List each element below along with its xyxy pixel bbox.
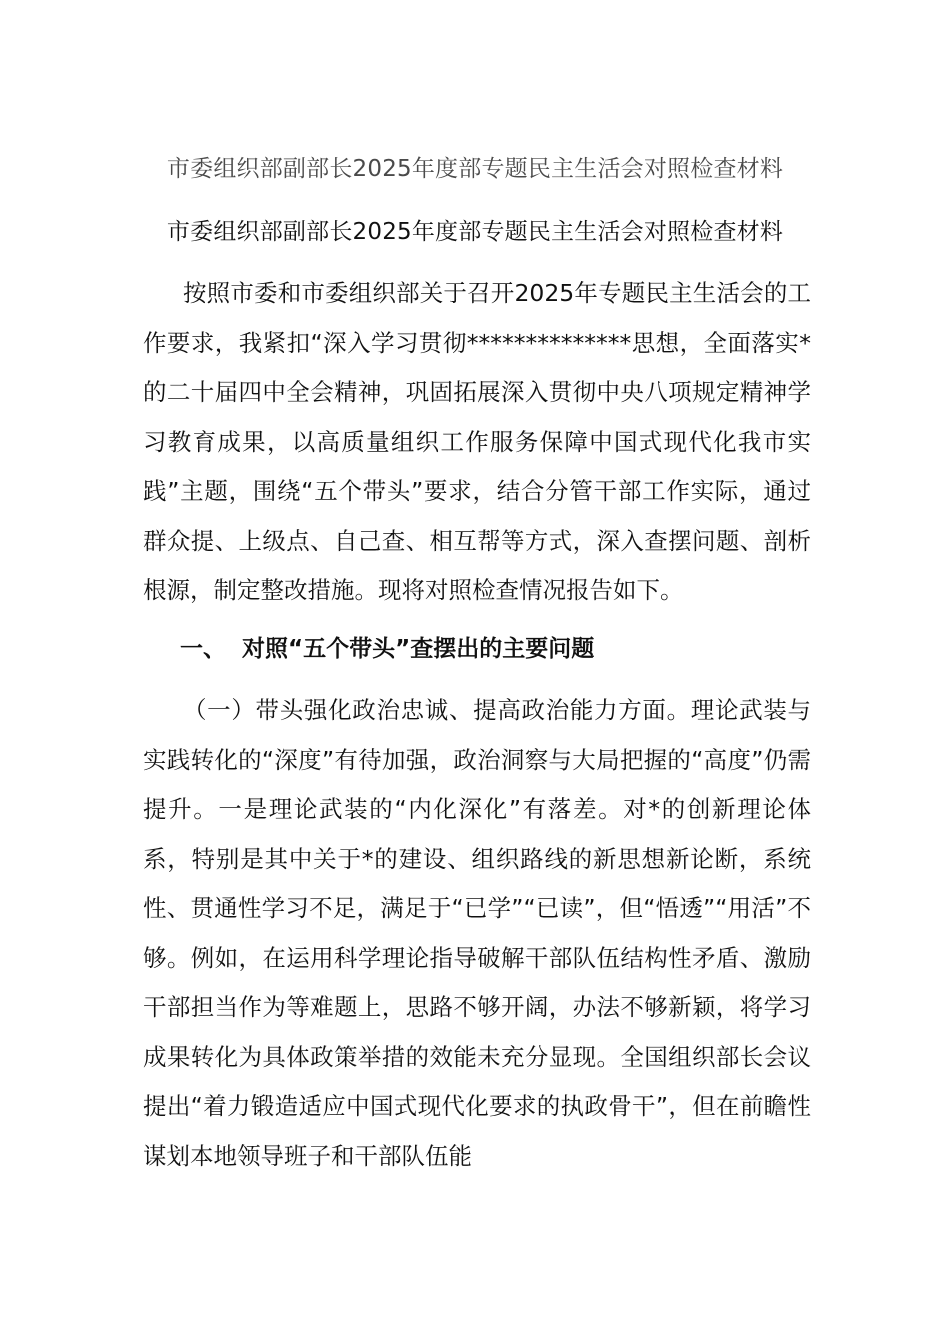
section-heading-text: 对照“五个带头”查摆出的主要问题 [242, 636, 595, 662]
section-number: 一、 [180, 636, 226, 662]
section-paragraph: （一）带头强化政治忠诚、提高政治能力方面。理论武装与实践转化的“深度”有待加强，政治洞察与大局把握的“高度”仍需提升。一是理论武装的“内化深化”有落差。对*的创新理论体系，特别是其中关于*的建设、组织路线的新思想新论断，系统性、贯通性学习不足，满足于“已学”“已读”，但“悟透”“用活”不够。例如，在运用科学理论指导破解干部队伍结构性矛盾、激励干部担当作为等难题上，思路不够开阔，办法不够新颖，将学习成果转化为具体政策举措的效能未充分显现。全国组织部长会议提出“着力锻造适应中国式现代化要求的执政骨干”，但在前瞻性谋划本地领导班子和干部队伍能 [143, 696, 811, 1170]
document-title: 市委组织部副部长2025年度部专题民主生活会对照检查材料 [166, 219, 784, 245]
page-header-title: 市委组织部副部长2025年度部专题民主生活会对照检查材料 [166, 156, 784, 182]
section-heading [180, 630, 594, 663]
intro-paragraph: 按照市委和市委组织部关于召开2025年专题民主生活会的工作要求，我紧扣“深入学习贯彻**************思想，全面落实*的二十届四中全会精神，巩固拓展深入贯彻中央八项规定精神学习教育成果，以高质量组织工作服务保障中国式现代化我市实践”主题，围绕“五个带头”要求，结合分管干部工作实际，通过群众提、上级点、自己查、相互帮等方式，深入查摆问题、剖析根源，制定整改措施。现将对照检查情况报告如下。 [143, 279, 811, 604]
